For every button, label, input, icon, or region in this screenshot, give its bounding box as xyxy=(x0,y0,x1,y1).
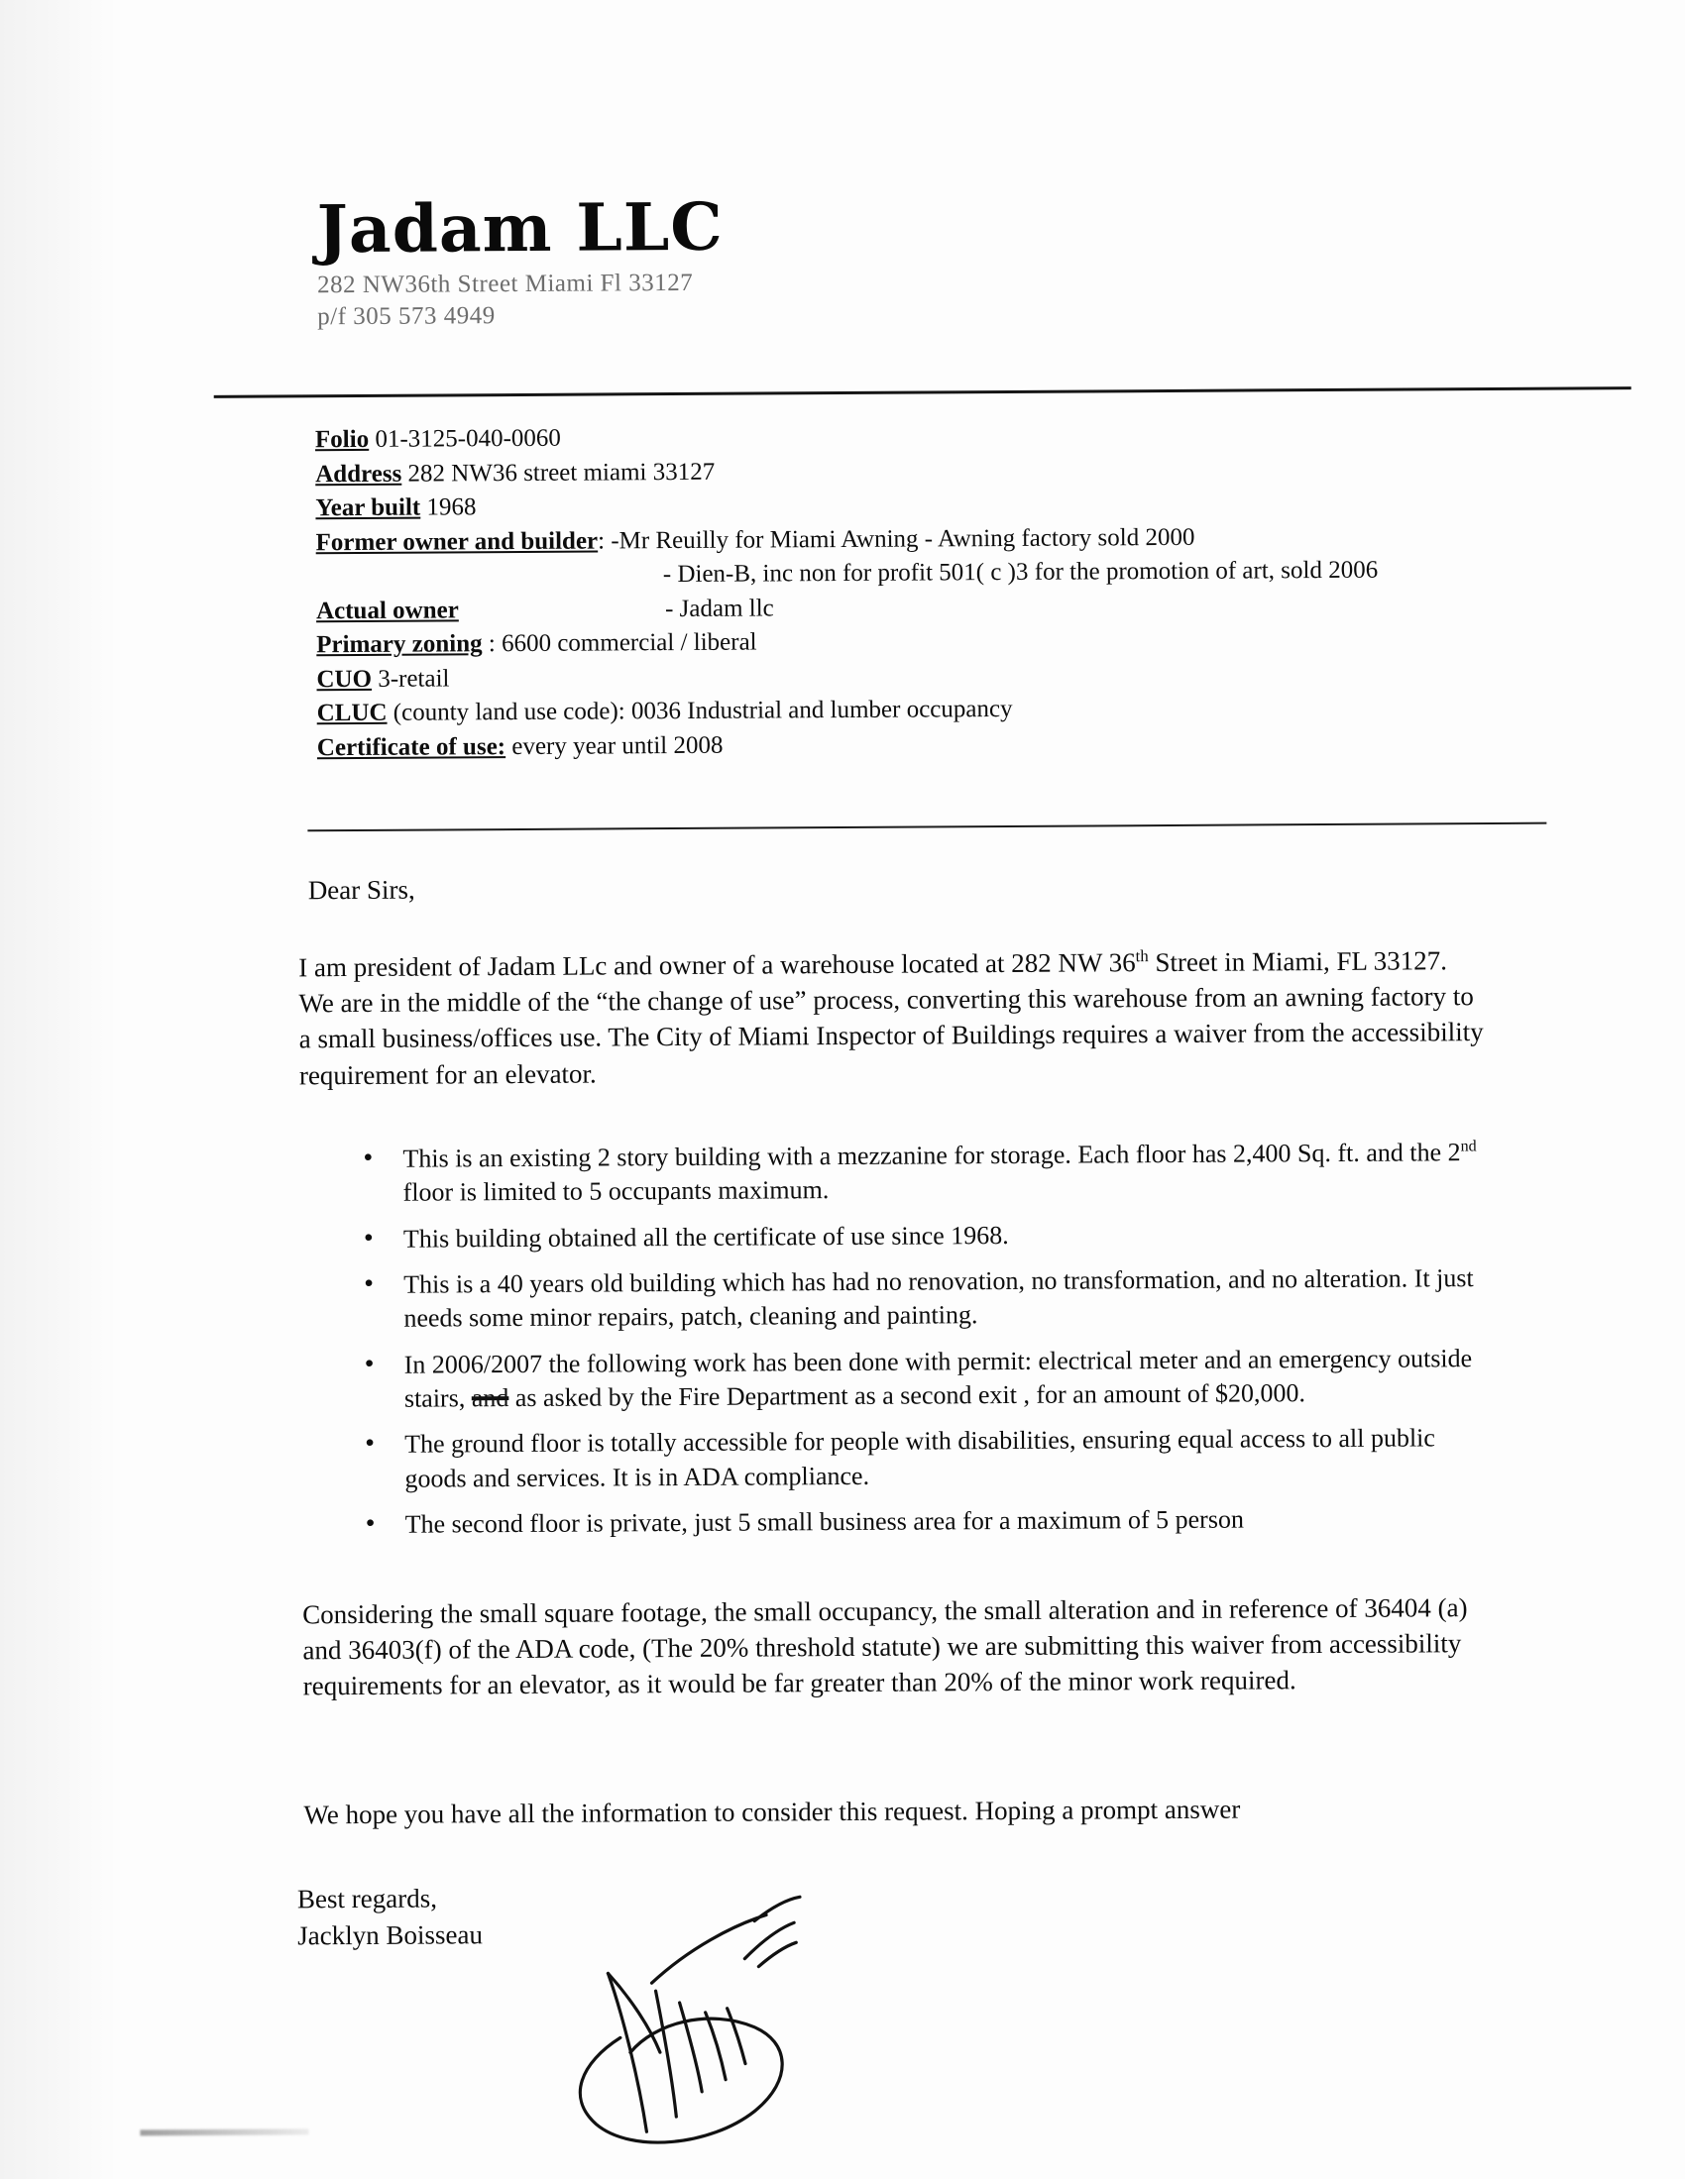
fact-label: Year built xyxy=(315,493,421,522)
fact-value: : 6600 commercial / liberal xyxy=(482,628,757,658)
fact-value: every year until 2008 xyxy=(505,731,724,760)
fact-label: Primary zoning xyxy=(316,630,483,659)
fact-label: CUO xyxy=(316,665,373,693)
letterhead-address: 282 NW36th Street Miami Fl 33127 xyxy=(316,269,694,299)
fact-address xyxy=(315,451,1584,491)
fact-value: (county land use code): 0036 Industrial and lumber occupancy xyxy=(387,695,1013,726)
letterhead-phone: p/f 305 573 4949 xyxy=(317,302,496,331)
paragraph-intro-part1: I am president of Jadam LLc and owner of a warehouse located at 282 NW 36 xyxy=(298,947,1136,983)
struck-word: and xyxy=(471,1382,509,1413)
list-item xyxy=(350,1216,1500,1256)
paragraph-intro-part2: Street in Miami, FL 33127. We are in the middle of the “the change of use” process, converting this warehouse from an awning factory to a small business/offices use. The City of Miami Inspector of Buildings requires a waiver from the accessibility requirement for an elevator. xyxy=(298,945,1484,1090)
fact-certificate-of-use xyxy=(317,724,1586,764)
bullet-6-text: The second floor is private, just 5 small business area for a maximum of 5 person xyxy=(404,1504,1244,1539)
bullet-1-part1: This is an existing 2 story building with a mezzanine for storage. Each floor has 2,400 Sq. ft. and the 2 xyxy=(402,1138,1461,1173)
bullet-4-part1: In 2006/2007 the following work has been done with permit: electrical meter and an emergency outside stairs, xyxy=(403,1343,1473,1413)
fact-label: Actual owner xyxy=(315,596,459,624)
bullet-2-text: This building obtained all the certificate of use since 1968. xyxy=(402,1220,1009,1254)
fact-value: - Dien-B, inc non for profit 501( c )3 for the promotion of art, sold 2006 xyxy=(662,556,1379,589)
list-item xyxy=(351,1421,1501,1496)
fact-actual-owner xyxy=(316,588,1585,627)
header-divider xyxy=(214,386,1631,398)
salutation: Dear Sirs, xyxy=(307,874,415,906)
ordinal-suffix: nd xyxy=(1460,1138,1477,1155)
fact-value: 01-3125-040-0060 xyxy=(369,424,561,453)
fact-label: Folio xyxy=(314,425,370,454)
ordinal-suffix: th xyxy=(1135,946,1149,966)
fact-former-owner xyxy=(316,519,1585,559)
fact-label: Address xyxy=(315,460,402,488)
letterhead xyxy=(316,187,1209,331)
fact-cluc xyxy=(317,690,1586,729)
bullet-list xyxy=(349,1136,1502,1554)
fact-year-built xyxy=(315,485,1584,524)
property-facts xyxy=(315,416,1586,766)
bullet-3-text: This is a 40 years old building which has had no renovation, no transformation, and no alteration. It just needs some minor repairs, patch, cleaning and painting. xyxy=(403,1263,1474,1333)
scan-artifact xyxy=(140,2129,308,2135)
section-divider xyxy=(307,822,1546,832)
bullet-5-text: The ground floor is totally accessible for people with disabilities, ensuring equal access to all public goods and services. It is in ADA compliance. xyxy=(404,1423,1435,1493)
closing-salutation: Best regards, xyxy=(296,1883,438,1914)
fact-primary-zoning xyxy=(316,621,1585,661)
list-item xyxy=(351,1342,1501,1417)
signer-name: Jacklyn Boisseau xyxy=(297,1918,484,1951)
fact-cuo xyxy=(316,656,1585,696)
fact-value: 282 NW36 street miami 33127 xyxy=(401,458,716,488)
fact-value: 1968 xyxy=(420,493,477,521)
fact-label: Certificate of use: xyxy=(316,732,506,761)
list-item xyxy=(349,1136,1499,1211)
paragraph-intro xyxy=(298,942,1489,1093)
fact-folio xyxy=(315,416,1584,456)
list-item xyxy=(352,1501,1502,1542)
bullet-1-part2: floor is limited to 5 occupants maximum. xyxy=(402,1175,830,1208)
closing-block xyxy=(297,1880,483,1954)
fact-label: CLUC xyxy=(316,699,388,727)
signature-mark xyxy=(560,1863,879,2162)
fact-value: 3-retail xyxy=(371,664,450,693)
fact-label: Former owner and builder xyxy=(315,526,599,556)
fact-former-owner-second xyxy=(663,553,1585,591)
bullet-4-part2: as asked by the Fire Department as a second exit , for an amount of $20,000. xyxy=(508,1378,1306,1412)
paragraph-closing-note: We hope you have all the information to consider this request. Hoping a prompt answer xyxy=(303,1794,1241,1830)
fact-value: - Jadam llc xyxy=(664,594,774,622)
company-name: Jadam LLC xyxy=(316,187,724,269)
fact-value: : -Mr Reuilly for Miami Awning - Awning factory sold 2000 xyxy=(598,523,1195,554)
paragraph-request: Considering the small square footage, the small occupancy, the small alteration and in reference of 36404 (a) and 36403(f) of the ADA code, (The 20% threshold statute) we are submitting this waiver from accessibility requirements for an elevator, as it would be far greater than 20% of the minor work required. xyxy=(302,1592,1468,1701)
list-item xyxy=(350,1261,1500,1337)
